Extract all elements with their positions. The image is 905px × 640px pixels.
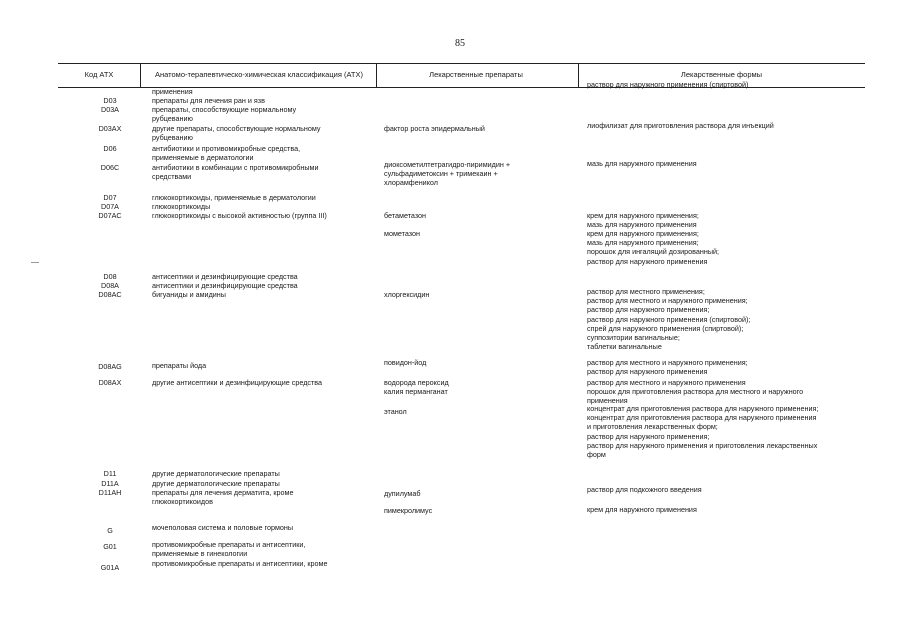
atc-code: D11 [103, 469, 117, 478]
atc-code: D08AX [98, 378, 122, 387]
drug-name: бетаметазон [384, 211, 427, 220]
atc-class: препараты йода [152, 361, 207, 370]
atc-class: противомикробные препараты и антисептики, кроме [152, 559, 328, 568]
atc-code: D03 [103, 96, 117, 105]
atc-class: препараты для лечения ран и язв [152, 96, 265, 105]
atc-code: D08A [101, 281, 119, 290]
dosage-form: раствор для наружного применения (спиртовой) [587, 80, 749, 89]
atc-class: глюкокортикоиды с высокой активностью (группа III) [152, 211, 327, 220]
atc-code: G [107, 526, 113, 535]
dosage-form: крем для наружного применения; мазь для наружного применения; порошок для ингаляций дозированный; раствор для наружного применения [587, 229, 720, 266]
atc-class: другие дерматологические препараты [152, 479, 280, 488]
atc-code: D03A [101, 105, 119, 114]
drug-name: повидон-йод [384, 358, 427, 367]
header-forms: Лекарственные формы [680, 70, 763, 80]
atc-code: D08AG [98, 362, 122, 371]
atc-class: антисептики и дезинфицирующие средства [152, 281, 298, 290]
drug-name: фактор роста эпидермальный [384, 124, 485, 133]
atc-code: D08AC [98, 290, 122, 299]
drug-name: мометазон [384, 229, 420, 238]
column-divider [140, 63, 141, 88]
atc-code: D11AH [98, 488, 122, 497]
atc-class: бигуаниды и амидины [152, 290, 226, 299]
atc-class: применения [152, 87, 193, 96]
atc-class: другие дерматологические препараты [152, 469, 280, 478]
drug-name: этанол [384, 407, 407, 416]
atc-code: D08 [103, 272, 117, 281]
atc-class: глюкокортикоиды, применяемые в дерматологии [152, 193, 316, 202]
atc-code: D07 [103, 193, 117, 202]
atc-code: D06C [100, 163, 120, 172]
drug-name: дупилумаб [384, 489, 421, 498]
header-drugs: Лекарственные препараты [429, 70, 523, 80]
dosage-form: концентрат для приготовления раствора для наружного применения; концентрат для приготовления раствора для наружного применения и приготовления лекарственных форм; раствор для наружного применения; раствор для наружного применения и приготовления лекарственных форм [587, 404, 819, 460]
atc-class: антисептики и дезинфицирующие средства [152, 272, 298, 281]
atc-code: D11A [101, 479, 119, 488]
drug-name: диоксометилтетрагидро-пиримидин + сульфадиметоксин + тримекаин + хлорамфеникол [384, 160, 511, 188]
header-code: Код АТХ [84, 70, 114, 80]
page-number: 85 [455, 38, 465, 49]
atc-class: препараты для лечения дерматита, кроме глюкокортикоидов [152, 488, 294, 507]
atc-class: антибиотики в комбинации с противомикробными средствами [152, 163, 319, 182]
atc-class: другие антисептики и дезинфицирующие средства [152, 378, 323, 387]
atc-class: мочеполовая система и половые гормоны [152, 523, 294, 532]
dosage-form: мазь для наружного применения [587, 159, 697, 168]
header-classification: Анатомо-терапевтическо-химическая классификация (АТХ) [155, 70, 363, 80]
atc-class: глюкокортикоиды [152, 202, 211, 211]
atc-code: D06 [103, 144, 117, 153]
atc-code: G01 [103, 542, 117, 551]
atc-code: G01A [100, 563, 120, 572]
margin-mark [31, 262, 39, 263]
drug-name: хлоргексидин [384, 290, 430, 299]
atc-code: D07A [101, 202, 119, 211]
dosage-form: раствор для местного и наружного применения; раствор для наружного применения [587, 358, 748, 377]
dosage-form: крем для наружного применения [587, 505, 697, 514]
atc-class: противомикробные препараты и антисептики, применяемые в гинекологии [152, 540, 306, 559]
dosage-form: раствор для местного применения; раствор для местного и наружного применения; раствор для наружного применения; раствор для наружного применения (спиртовой); спрей для наружного применения (спиртовой); суппозитории вагинальные; таблетки вагинальные [587, 287, 751, 352]
atc-code: D07AC [98, 211, 122, 220]
dosage-form: раствор для подкожного введения [587, 485, 702, 494]
drug-name: водорода пероксид калия перманганат [384, 378, 449, 397]
atc-class: препараты, способствующие нормальному рубцеванию [152, 105, 297, 124]
atc-class: другие препараты, способствующие нормальному рубцеванию [152, 124, 321, 143]
atc-code: D03AX [98, 124, 122, 133]
dosage-form: лиофилизат для приготовления раствора для инъекций [587, 121, 774, 130]
atc-class: антибиотики и противомикробные средства, применяемые в дерматологии [152, 144, 301, 163]
drug-name: пимекролимус [384, 506, 433, 515]
dosage-form: крем для наружного применения; мазь для наружного применения [587, 211, 699, 230]
dosage-form: раствор для местного и наружного применения порошок для приготовления раствора для местного и наружного применения [587, 378, 804, 406]
